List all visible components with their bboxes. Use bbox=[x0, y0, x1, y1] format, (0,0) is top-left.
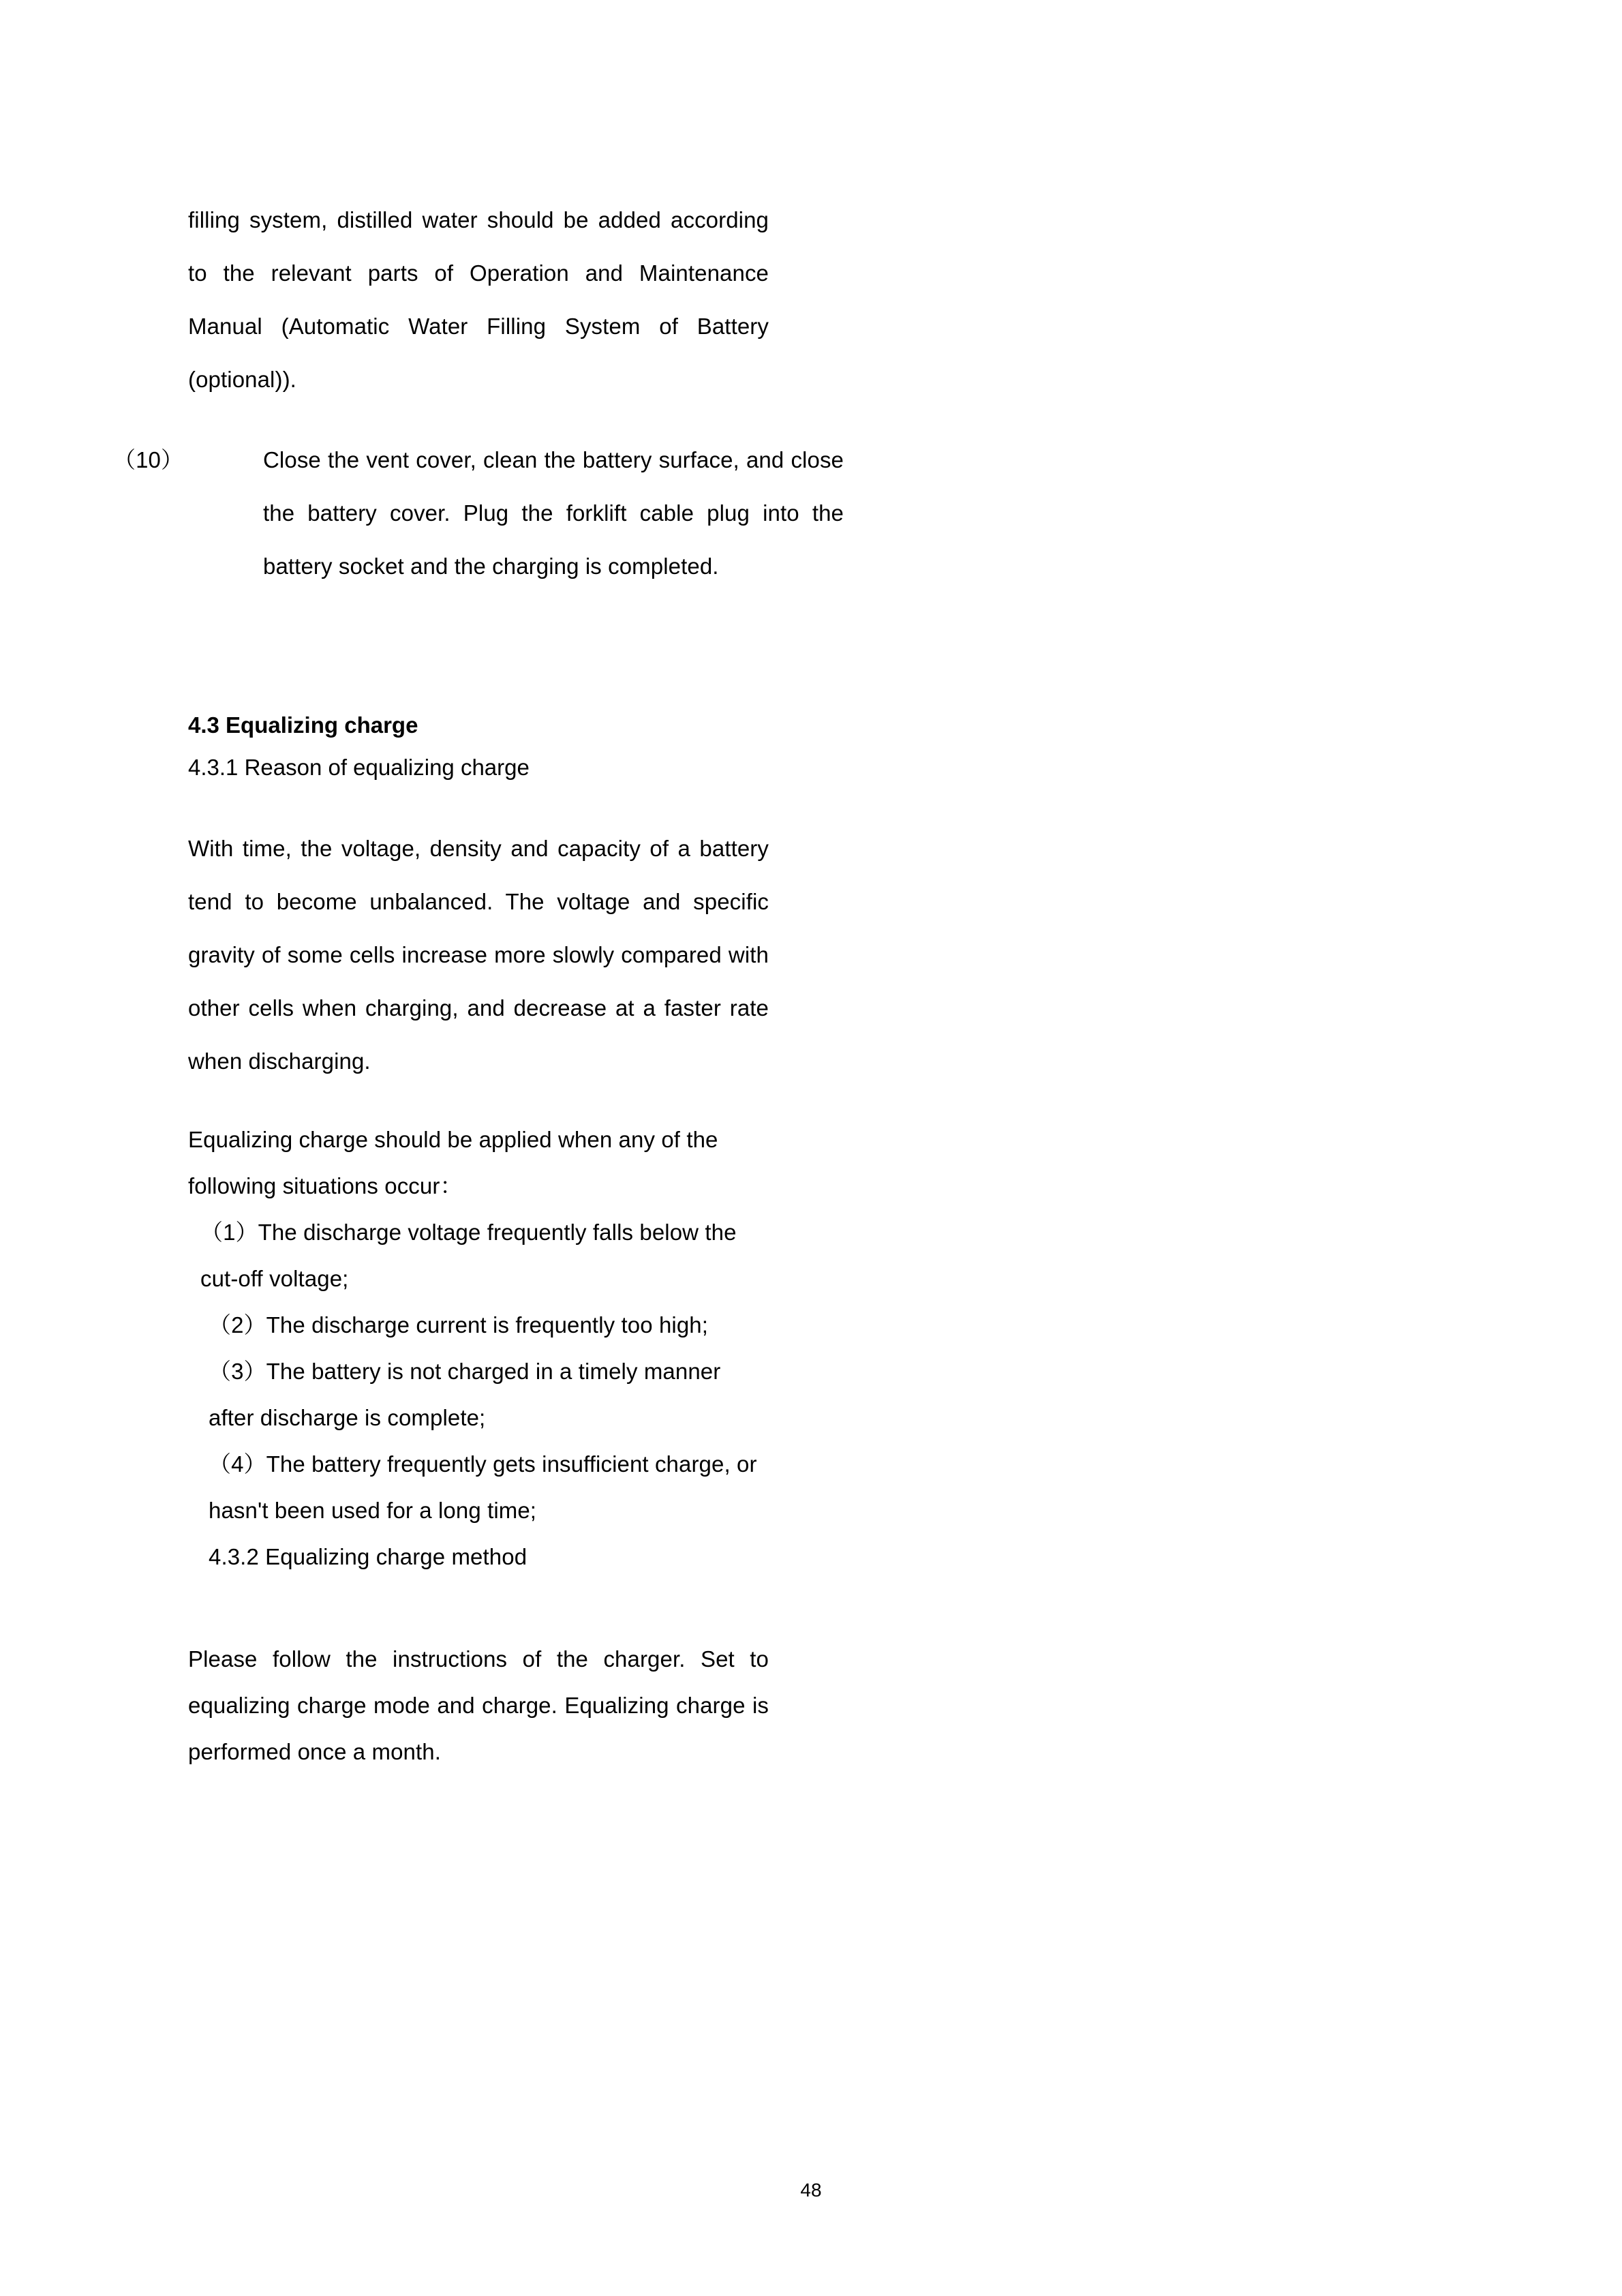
page-number: 48 bbox=[800, 2179, 822, 2201]
section-heading-4-3-1: 4.3.1 Reason of equalizing charge bbox=[188, 755, 530, 780]
situation-item-4: （4）The battery frequently gets insufficient charge, or hasn't been used for a long time; bbox=[209, 1451, 757, 1523]
method-paragraph: Please follow the instructions of the charger. Set to equalizing charge mode and charge. Equalizing charge is performed once a month. bbox=[188, 1646, 769, 1764]
situation-item-2: （2）The discharge current is frequently too high; bbox=[209, 1312, 709, 1338]
section-heading-4-3: 4.3 Equalizing charge bbox=[188, 712, 418, 738]
situation-item-1: （1）The discharge voltage frequently falls below the cut-off voltage; bbox=[200, 1220, 737, 1291]
continued-paragraph: filling system, distilled water should be added according to the relevant parts of Operation and Maintenance Manual (Automatic Water Filling System of Battery (optional)). bbox=[188, 207, 769, 392]
list-item-10 bbox=[113, 434, 844, 593]
situations-lead: Equalizing charge should be applied when any of the following situations occur： bbox=[188, 1127, 718, 1198]
situation-item-3: （3）The battery is not charged in a timely manner after discharge is complete; bbox=[209, 1359, 721, 1430]
list-item-10-marker: （10） bbox=[113, 447, 184, 472]
situations-block bbox=[188, 1117, 769, 1580]
section-heading-4-3-2: 4.3.2 Equalizing charge method bbox=[209, 1544, 527, 1569]
list-item-10-text: Close the vent cover, clean the battery surface, and close the battery cover. Plug the forklift cable plug into the battery socket and the charging is completed. bbox=[263, 447, 844, 579]
reason-paragraph: With time, the voltage, density and capacity of a battery tend to become unbalanced. The voltage and specific gravity of some cells increase more slowly compared with other cells when charging, and decrease at a faster rate when discharging. bbox=[188, 836, 769, 1074]
